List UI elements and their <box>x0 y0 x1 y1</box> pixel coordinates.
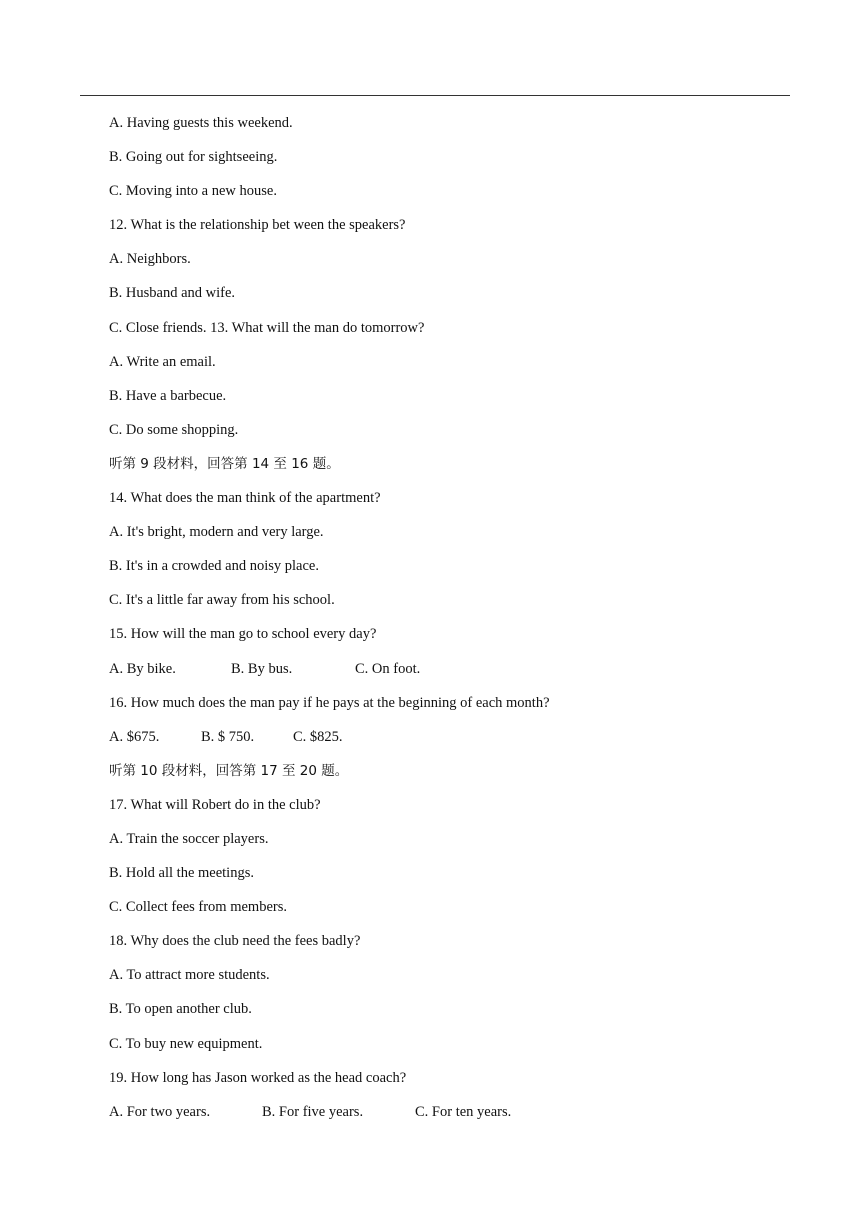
q19-options <box>109 1102 809 1136</box>
q18-option-a: A. To attract more students. <box>109 967 270 984</box>
q11-option-b: B. Going out for sightseeing. <box>109 149 278 166</box>
q15-options <box>109 659 809 693</box>
q14-option-b: B. It's in a crowded and noisy place. <box>109 558 319 575</box>
header-rule <box>80 95 790 96</box>
q18-question: 18. Why does the club need the fees badly? <box>109 933 361 950</box>
q13-option-b: B. Have a barbecue. <box>109 387 227 404</box>
q15-option-a: A. By bike. <box>109 660 176 677</box>
q13-option-c: C. Do some shopping. <box>109 421 239 438</box>
q12-option-a: A. Neighbors. <box>109 251 191 268</box>
q16-question: 16. How much does the man pay if he pays at the beginning of each month? <box>109 694 550 711</box>
q15-option-c: C. On foot. <box>355 660 421 677</box>
q19-option-a: A. For two years. <box>109 1103 211 1120</box>
q12-question: 12. What is the relationship bet ween the speakers? <box>109 217 406 234</box>
q19-option-b: B. For five years. <box>262 1103 364 1120</box>
q17-option-b: B. Hold all the meetings. <box>109 865 254 882</box>
q11-option-c: C. Moving into a new house. <box>109 183 277 200</box>
q15-question: 15. How will the man go to school every day? <box>109 626 377 643</box>
q13-option-a: A. Write an email. <box>109 353 216 370</box>
q14-option-a: A. It's bright, modern and very large. <box>109 524 324 541</box>
q16-option-a: A. $675. <box>109 728 160 745</box>
q16-options <box>109 727 809 761</box>
q17-option-c: C. Collect fees from members. <box>109 899 287 916</box>
q15-option-b: B. By bus. <box>231 660 293 677</box>
q19-question: 19. How long has Jason worked as the head coach? <box>109 1069 407 1086</box>
q17-question: 17. What will Robert do in the club? <box>109 796 321 813</box>
q16-option-c: C. $825. <box>293 728 343 745</box>
section-10-instruction: 听第 10 段材料，回答第 17 至 20 题。 <box>109 762 349 779</box>
q12-option-c-q13-question: C. Close friends. 13. What will the man do tomorrow? <box>109 319 425 336</box>
q14-question: 14. What does the man think of the apartment? <box>109 490 381 507</box>
q18-option-c: C. To buy new equipment. <box>109 1035 263 1052</box>
q11-option-a: A. Having guests this weekend. <box>109 115 293 131</box>
page-content <box>109 113 809 1136</box>
q19-option-c: C. For ten years. <box>415 1103 512 1120</box>
q17-option-a: A. Train the soccer players. <box>109 830 269 847</box>
section-9-instruction: 听第 9 段材料，回答第 14 至 16 题。 <box>109 455 340 472</box>
q12-option-b: B. Husband and wife. <box>109 285 236 302</box>
q16-option-b: B. $ 750. <box>201 728 255 745</box>
q18-option-b: B. To open another club. <box>109 1001 252 1018</box>
q14-option-c: C. It's a little far away from his school. <box>109 592 335 609</box>
